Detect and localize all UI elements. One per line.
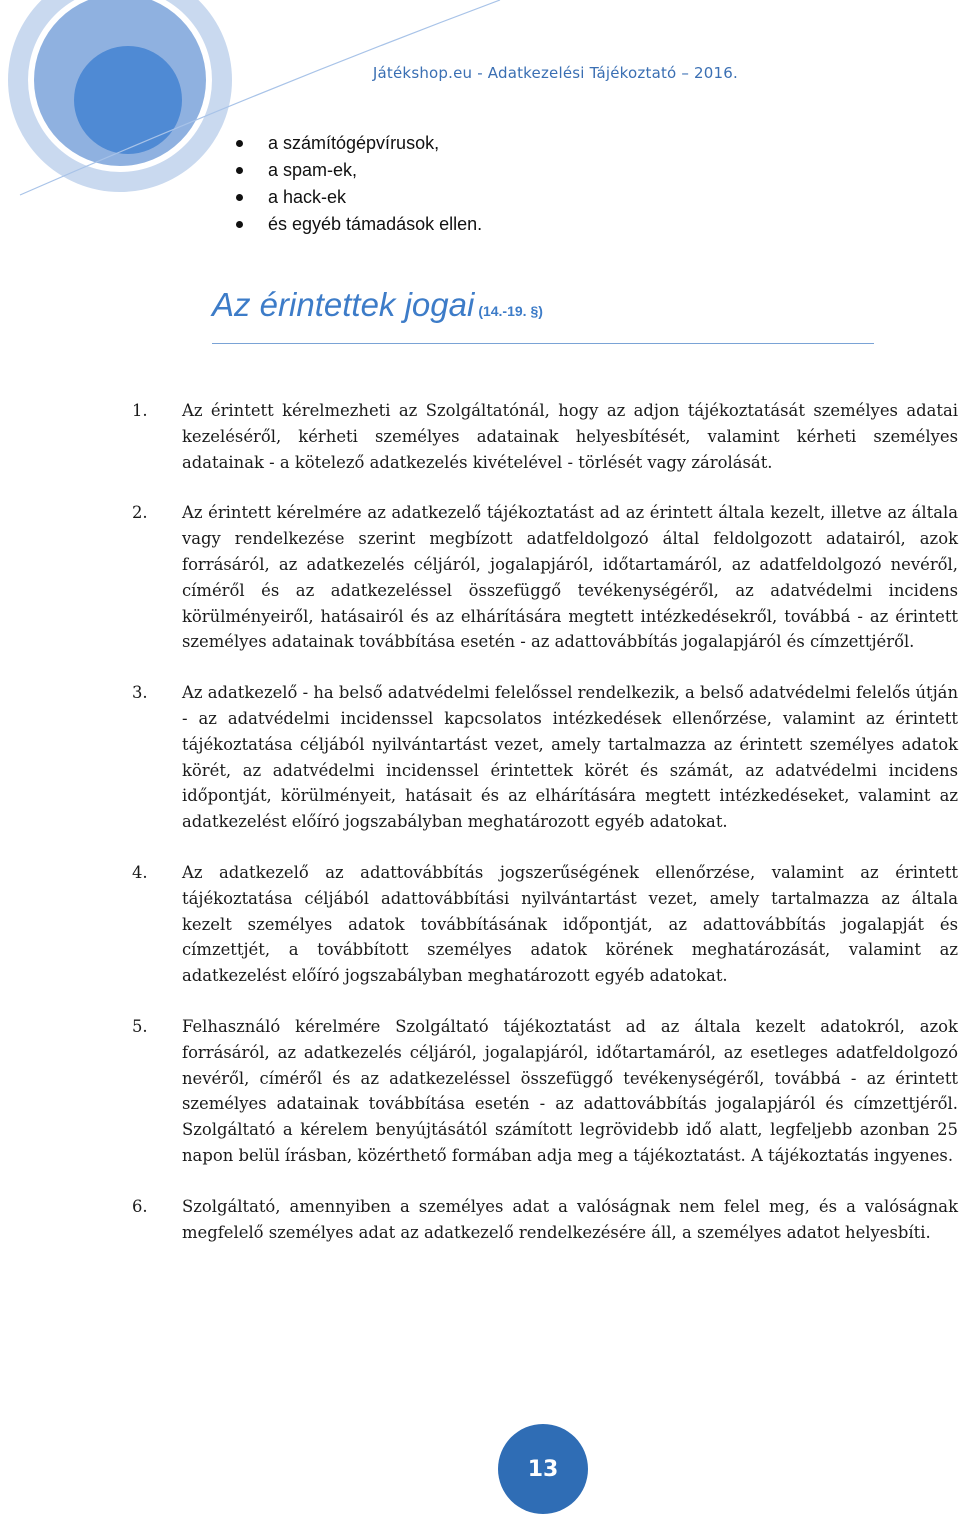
- page-number-badge: [498, 1424, 588, 1514]
- list-item: [132, 500, 958, 655]
- section-reference: (14.-19. §): [478, 303, 543, 319]
- item-number: 6.: [132, 1196, 148, 1216]
- item-text: Felhasználó kérelmére Szolgáltató tájékoztatást ad az általa kezelt adatokról, azok forrásáról, az adatkezelés céljáról, jogalapjáról, időtartamáról, az esetleges adatfeldolgozó nevéről, címéről és az adatkezeléssel összefüggő tevékenységéről, továbbá - az érintett személyes adatainak továbbítása esetén - az adattovábbítás jogalapjáról és címzettjéről. Szolgáltató a kérelem benyújtásától számított legrövidebb idő alatt, legfeljebb azonban 25 napon belül írásban, közérthető formában adja meg a tájékoztatást. A tájékoztatás ingyenes.: [182, 1016, 958, 1165]
- item-number: 1.: [132, 401, 148, 420]
- list-item: [132, 1194, 958, 1246]
- item-text: Szolgáltató, amennyiben a személyes adat a valóságnak nem felel meg, és a valóságnak megfelelő személyes adat az adatkezelő rendelkezésére áll, a személyes adatot helyesbíti.: [182, 1196, 958, 1242]
- bullet-item: a spam-ek,: [232, 157, 482, 184]
- page-number: 13: [527, 1456, 559, 1482]
- bullet-list: [232, 130, 482, 238]
- list-item: [132, 680, 958, 835]
- section-title: [212, 280, 543, 336]
- item-text: Az érintett kérelmezheti az Szolgáltatónál, hogy az adjon tájékoztatását személyes adatai kezeléséről, kérheti személyes adatainak helyesbítését, valamint kérheti személyes adatainak - a kötelező adatkezelés kivételével - törlését vagy zárolását.: [182, 401, 958, 472]
- bullet-item: a hack-ek: [232, 184, 482, 211]
- item-number: 5.: [132, 1016, 148, 1036]
- bullet-item: a számítógépvírusok,: [232, 130, 482, 157]
- item-text: Az adatkezelő - ha belső adatvédelmi felelőssel rendelkezik, a belső adatvédelmi felelős útján - az adatvédelmi incidenssel kapcsolatos intézkedések ellenőrzése, valamint az érintett tájékoztatása céljából nyilvántartást vezet, amely tartalmazza az érintett személyes adatok körét, az adatvédelmi incidenssel érintettek körét és számát, az adatvédelmi incidens időpontját, körülményeit, hatásait és az elhárítására megtett intézkedéseket, valamint az adatkezelést előíró jogszabályban meghatározott egyéb adatokat.: [182, 683, 958, 832]
- title-underline: [212, 343, 874, 344]
- list-item: [132, 398, 958, 475]
- list-item: [132, 860, 958, 989]
- item-text: Az adatkezelő az adattovábbítás jogszerűségének ellenőrzése, valamint az érintett tájékoztatása céljából adattovábbítási nyilvántartást vezet, amely tartalmazza az általa kezelt személyes adatok továbbításának időpontját, az adattovábbítás jogalapját és címzettjét, a továbbított személyes adatok körének meghatározását, valamint az adatkezelést előíró jogszabályban meghatározott egyéb adatokat.: [182, 862, 958, 986]
- list-item: [132, 1014, 958, 1169]
- section-title-text: Az érintettek jogai: [212, 286, 475, 323]
- item-number: 4.: [132, 862, 148, 882]
- page-header: Játékshop.eu - Adatkezelési Tájékoztató – 2016.: [372, 64, 738, 82]
- item-number: 3.: [132, 683, 148, 703]
- bullet-item: és egyéb támadások ellen.: [232, 211, 482, 238]
- numbered-list: [132, 398, 958, 1270]
- item-text: Az érintett kérelmére az adatkezelő tájékoztatást ad az érintett általa kezelt, illetve az általa vagy rendelkezése szerint megbízott adatfeldolgozó által feldolgozott adatairól, azok forrásáról, az adatkezelés céljáról, jogalapjáról, időtartamáról, az adatfeldolgozó nevéről, címéről és az adatkezeléssel összefüggő tevékenységéről, az adatvédelmi incidens körülményeiről, hatásairól és az elhárítására megtett intézkedésekről, továbbá - az érintett személyes adatainak továbbítása esetén - az adattovábbítás jogalapjáról és címzettjéről.: [182, 503, 958, 652]
- item-number: 2.: [132, 503, 148, 523]
